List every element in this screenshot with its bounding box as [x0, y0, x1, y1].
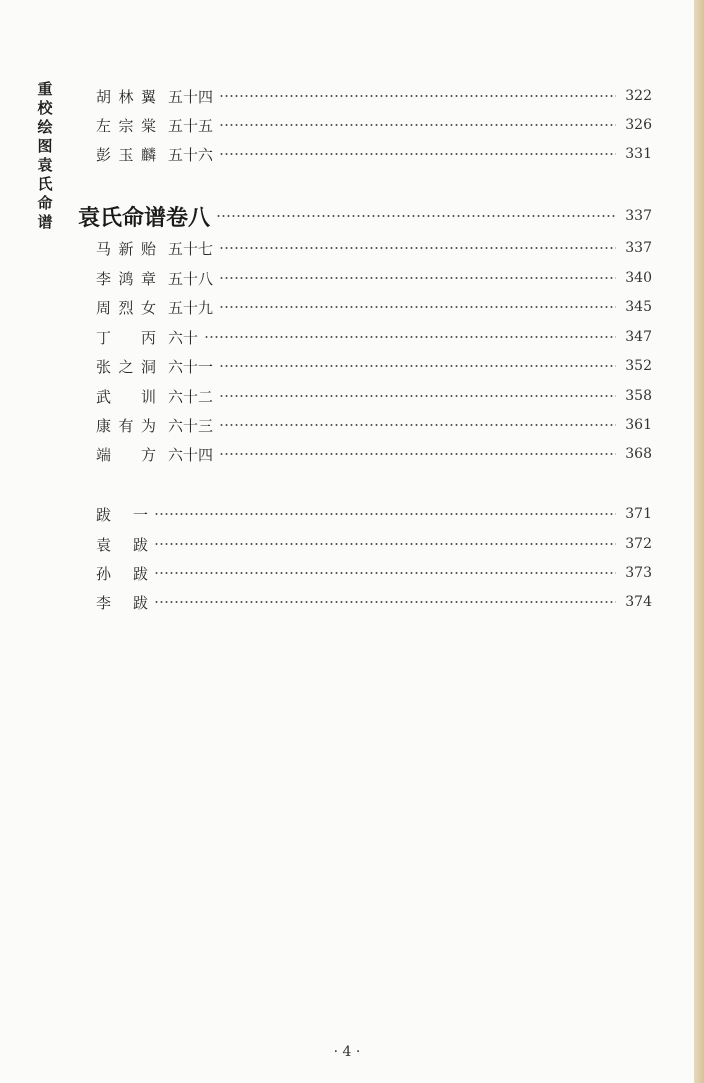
chapter-title: 袁氏命谱卷八 [78, 204, 211, 231]
entry-page: 352 [625, 358, 652, 374]
entry-page: 368 [625, 446, 652, 462]
dot-leader [154, 571, 616, 575]
dot-leader [219, 94, 616, 98]
entry-number: 五十九 [168, 298, 214, 317]
entry-name: 端方 [96, 445, 156, 464]
dot-leader [154, 600, 616, 604]
entry-page: 373 [625, 565, 652, 581]
entry-number: 五十五 [168, 116, 214, 135]
entry-name: 彭玉麟 [96, 145, 156, 164]
toc-entry[interactable] [96, 142, 652, 166]
chapter-page: 337 [625, 208, 652, 224]
dot-leader [219, 394, 616, 398]
page-number: · 4 · [333, 1044, 361, 1060]
entry-page: 358 [625, 388, 652, 404]
dot-leader [154, 542, 616, 546]
entry-number: 六十一 [168, 357, 214, 376]
toc-entry-postscript[interactable] [96, 561, 652, 585]
dot-leader [219, 364, 616, 368]
dot-leader [219, 276, 616, 280]
dot-leader [204, 335, 616, 339]
dot-leader [219, 452, 616, 456]
entry-name: 李跋 [96, 593, 148, 612]
toc-entry[interactable] [96, 236, 652, 260]
entry-page: 361 [625, 417, 652, 433]
entry-name: 跋一 [96, 505, 148, 524]
entry-name: 袁跋 [96, 535, 148, 554]
entry-number: 五十七 [168, 239, 214, 258]
dot-leader [216, 214, 616, 218]
entry-page: 371 [625, 506, 652, 522]
running-head: 重校绘图袁氏命谱 [37, 80, 53, 231]
entry-name: 李鸿章 [96, 269, 156, 288]
entry-name: 左宗棠 [96, 116, 156, 135]
entry-page: 322 [625, 88, 652, 104]
toc-entry[interactable] [96, 413, 652, 437]
dot-leader [154, 512, 616, 516]
dot-leader [219, 246, 616, 250]
entry-page: 347 [625, 329, 652, 345]
toc-entry[interactable] [96, 354, 652, 378]
entry-name: 孙跋 [96, 564, 148, 583]
dot-leader [219, 305, 616, 309]
dot-leader [219, 423, 616, 427]
dot-leader [219, 152, 616, 156]
page-edge [694, 0, 704, 1083]
entry-name: 丁丙 [96, 328, 156, 347]
toc-entry-postscript[interactable] [96, 502, 652, 526]
toc-entry[interactable] [96, 113, 652, 137]
entry-number: 六十四 [168, 445, 214, 464]
entry-page: 331 [625, 146, 652, 162]
entry-number: 五十四 [168, 87, 214, 106]
entry-page: 337 [625, 240, 652, 256]
toc-entry[interactable] [96, 84, 652, 108]
toc-entry[interactable] [96, 295, 652, 319]
entry-name: 康有为 [96, 416, 156, 435]
entry-name: 武训 [96, 387, 156, 406]
toc-entry[interactable] [96, 442, 652, 466]
entry-number: 六十三 [168, 416, 214, 435]
toc-entry-postscript[interactable] [96, 590, 652, 614]
entry-number: 五十六 [168, 145, 214, 164]
chapter-heading[interactable] [78, 200, 652, 232]
entry-number: 六十二 [168, 387, 214, 406]
dot-leader [219, 123, 616, 127]
entry-number: 五十八 [168, 269, 214, 288]
toc-entry[interactable] [96, 384, 652, 408]
entry-page: 345 [625, 299, 652, 315]
toc-entry[interactable] [96, 325, 652, 349]
entry-page: 372 [625, 536, 652, 552]
entry-page: 340 [625, 270, 652, 286]
toc-entry[interactable] [96, 266, 652, 290]
entry-name: 周烈女 [96, 298, 156, 317]
entry-page: 326 [625, 117, 652, 133]
toc-entry-postscript[interactable] [96, 532, 652, 556]
entry-page: 374 [625, 594, 652, 610]
entry-name: 张之洞 [96, 357, 156, 376]
entry-name: 马新贻 [96, 239, 156, 258]
entry-name: 胡林翼 [96, 87, 156, 106]
entry-number: 六十 [168, 328, 199, 347]
